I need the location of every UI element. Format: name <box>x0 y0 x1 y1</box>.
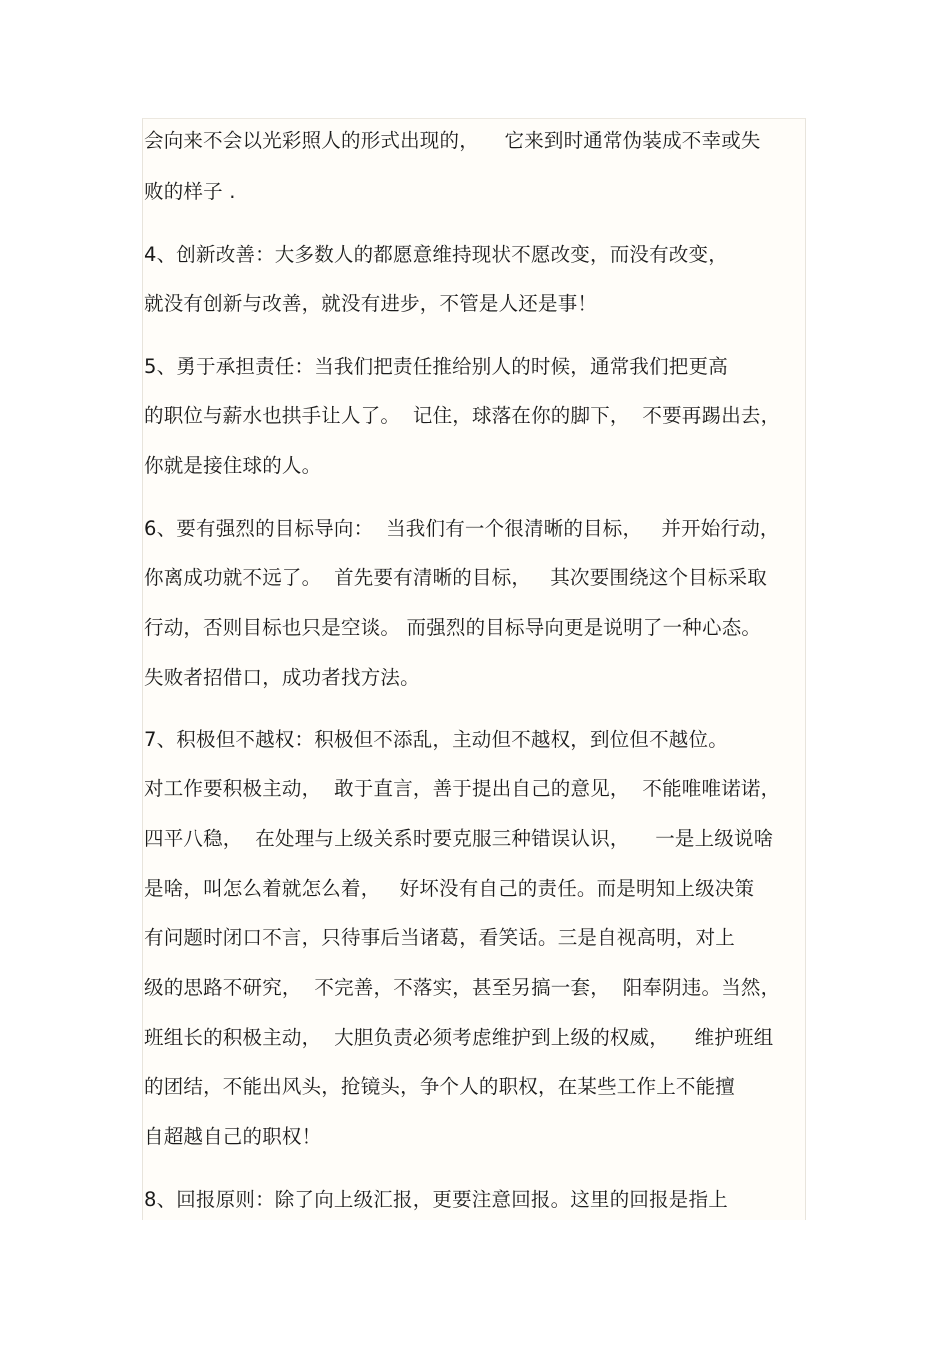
text-line: 5、勇于承担责任：当我们把责任推给别人的时候，通常我们把更高 <box>144 355 728 378</box>
text-line: 失败者招借口，成功者找方法。 <box>144 666 420 689</box>
text-line: 就没有创新与改善，就没有进步，不管是人还是事！ <box>144 292 598 315</box>
text-line: 班组长的积极主动， 大胆负责必须考虑维护到上级的权威， 维护班组 <box>144 1026 774 1049</box>
text-line: 你就是接住球的人。 <box>144 454 322 477</box>
text-line: 四平八稳， 在处理与上级关系时要克服三种错误认识， 一是上级说啥 <box>144 827 774 850</box>
text-line: 8、回报原则：除了向上级汇报，更要注意回报。这里的回报是指上 <box>144 1188 728 1211</box>
text-line: 7、积极但不越权：积极但不添乱，主动但不越权，到位但不越位。 <box>144 728 728 751</box>
text-line: 6、要有强烈的目标导向： 当我们有一个很清晰的目标， 并开始行动， <box>144 517 780 540</box>
text-line: 的职位与薪水也拱手让人了。 记住，球落在你的脚下， 不要再踢出去， <box>144 404 781 427</box>
text-line: 有问题时闭口不言，只待事后当诸葛，看笑话。三是自视高明，对上 <box>144 926 736 949</box>
text-line: 你离成功就不远了。 首先要有清晰的目标， 其次要围绕这个目标采取 <box>144 566 767 589</box>
text-line: 4、创新改善：大多数人的都愿意维持现状不愿改变，而没有改变， <box>144 243 728 266</box>
text-line: 是啥，叫怎么着就怎么着， 好坏没有自己的责任。而是明知上级决策 <box>144 877 755 900</box>
text-line: 级的思路不研究， 不完善，不落实，甚至另搞一套， 阳奉阴违。当然， <box>144 976 781 999</box>
text-line: 对工作要积极主动， 敢于直言，善于提出自己的意见， 不能唯唯诺诺， <box>144 777 781 800</box>
text-line: 自超越自己的职权！ <box>144 1125 322 1148</box>
text-line: 的团结，不能出风头，抢镜头，争个人的职权，在某些工作上不能擅 <box>144 1075 736 1098</box>
text-line: 行动，否则目标也只是空谈。 而强烈的目标导向更是说明了一种心态。 <box>144 616 762 639</box>
text-line: 败的样子 . <box>144 180 236 203</box>
text-line: 会向来不会以光彩照人的形式出现的， 它来到时通常伪装成不幸或失 <box>144 129 761 152</box>
